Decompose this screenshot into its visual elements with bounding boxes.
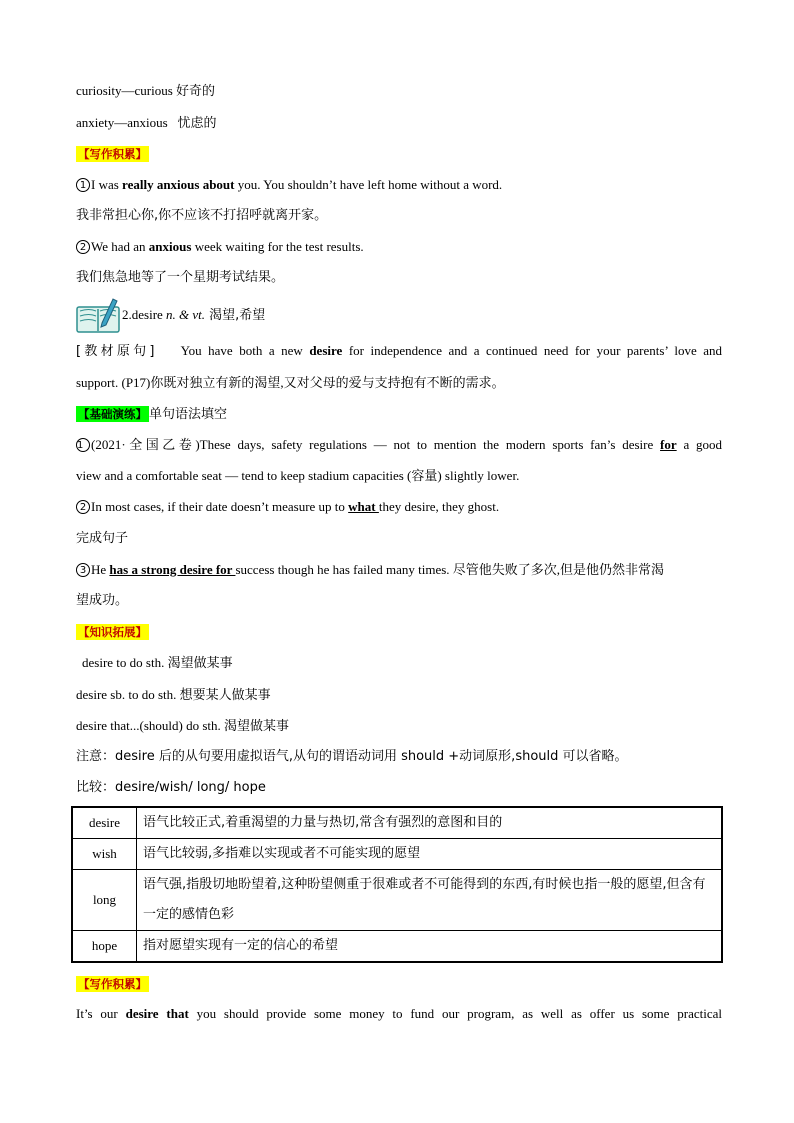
section-extension — [76, 624, 722, 640]
bold-word: desire — [309, 343, 343, 358]
question-3-line2: 望成功。 — [76, 593, 129, 608]
table-row — [72, 807, 722, 839]
answer: for — [660, 437, 677, 452]
comparison-table — [71, 806, 723, 963]
word-number: 2.desire — [122, 307, 167, 322]
text: We had an — [91, 239, 149, 254]
bold-phrase: anxious — [148, 239, 192, 254]
table-key: wish — [72, 839, 137, 870]
circled-number: 3 — [76, 563, 90, 577]
example-1 — [76, 177, 722, 193]
extension-2: desire sb. to do sth. 想要某人做某事 — [76, 687, 271, 702]
extension-tag: 【知识拓展】 — [78, 625, 147, 639]
word-heading-desire — [122, 307, 768, 324]
text: It’s our — [76, 1006, 126, 1021]
vocab-line-anxiety — [76, 115, 722, 132]
text: you should provide some money to fund our program, as well as offer us some practical — [188, 1006, 722, 1021]
answer: what — [348, 499, 379, 514]
textbook-sentence-line2: support. (P17)你既对独立有新的渴望,又对父母的爱与支持抱有不断的需求。 — [76, 375, 505, 390]
circled-number: 2 — [76, 500, 90, 514]
text: for independence and a continued need for your parents’ love and — [342, 343, 723, 358]
table-key: hope — [72, 931, 137, 963]
table-value: 语气比较正式,着重渴望的力量与热切,常含有强烈的意图和目的 — [137, 807, 723, 839]
section-tag-writing — [76, 146, 722, 162]
word-meaning: 渴望,希望 — [205, 308, 266, 323]
text: (2021·全国乙卷)These days, safety regulations — not to mention the modern sports fan’s desire — [91, 437, 661, 452]
text: they desire, they ghost. — [378, 499, 500, 514]
bold-phrase: really anxious about — [122, 177, 235, 192]
vocab-meaning: 好奇的 — [176, 84, 216, 99]
table-key: long — [72, 870, 137, 931]
example-2 — [76, 239, 722, 255]
text: success though he has failed many times. 尽管他失败了多次,但是他仍然非常渴 — [235, 562, 665, 577]
text: week waiting for the test results. — [191, 239, 364, 254]
circled-number: 1 — [76, 438, 90, 452]
writing-tag: 【写作积累】 — [78, 977, 147, 991]
complete-sentence-title: 完成句子 — [76, 531, 129, 546]
open-book-pen-icon — [76, 297, 120, 333]
table-row — [72, 931, 722, 963]
writing-tag: 【写作积累】 — [78, 147, 147, 161]
part-of-speech: n. & vt. — [166, 307, 206, 322]
question-1 — [76, 437, 722, 453]
vocab-line-curiosity — [76, 83, 722, 100]
table-value: 指对愿望实现有一定的信心的希望 — [137, 931, 723, 963]
text: In most cases, if their date doesn’t measure up to — [91, 499, 349, 514]
table-value: 语气强,指殷切地盼望着,这种盼望侧重于很难或者不可能得到的东西,有时候也指一般的愿望,但含有一定的感情色彩 — [137, 870, 723, 931]
circled-number: 1 — [76, 178, 90, 192]
text: You have both a new — [180, 343, 310, 358]
basic-tag: 【基础演练】 — [78, 407, 147, 421]
final-sentence — [76, 1006, 722, 1022]
table-row — [72, 839, 722, 870]
section-tag-writing-2 — [76, 976, 722, 992]
vocab-word: anxiety—anxious — [76, 115, 168, 130]
section-title: 单句语法填空 — [149, 407, 228, 422]
text: I was — [91, 177, 123, 192]
vocab-meaning: 忧虑的 — [177, 116, 217, 131]
text: He — [91, 562, 110, 577]
section-basic — [76, 406, 722, 423]
question-3 — [76, 562, 722, 578]
note-line: 注意：desire 后的从句要用虚拟语气,从句的谓语动词用 should +动词原形,should 可以省略。 — [76, 749, 628, 764]
bold-phrase: desire that — [125, 1006, 189, 1021]
extension-3: desire that...(should) do sth. 渴望做某事 — [76, 718, 290, 733]
table-value: 语气比较弱,多指难以实现或者不可能实现的愿望 — [137, 839, 723, 870]
question-1-line2: view and a comfortable seat — tend to keep stadium capacities (容量) slightly lower. — [76, 468, 520, 483]
vocab-word: curiosity—curious — [76, 83, 173, 98]
compare-line: 比较：desire/wish/ long/ hope — [76, 780, 266, 795]
table-key: desire — [72, 807, 137, 839]
label: [教材原句] — [76, 344, 155, 359]
text: you. You shouldn’t have left home without a word. — [234, 177, 503, 192]
text: a good — [676, 437, 722, 452]
answer: has a strong desire for — [109, 562, 236, 577]
example-1-translation: 我非常担心你,你不应该不打招呼就离开家。 — [76, 208, 328, 223]
table-row — [72, 870, 722, 931]
example-2-translation: 我们焦急地等了一个星期考试结果。 — [76, 270, 285, 285]
question-2 — [76, 499, 722, 515]
textbook-sentence — [76, 343, 722, 360]
extension-1: desire to do sth. 渴望做某事 — [82, 655, 233, 670]
circled-number: 2 — [76, 240, 90, 254]
